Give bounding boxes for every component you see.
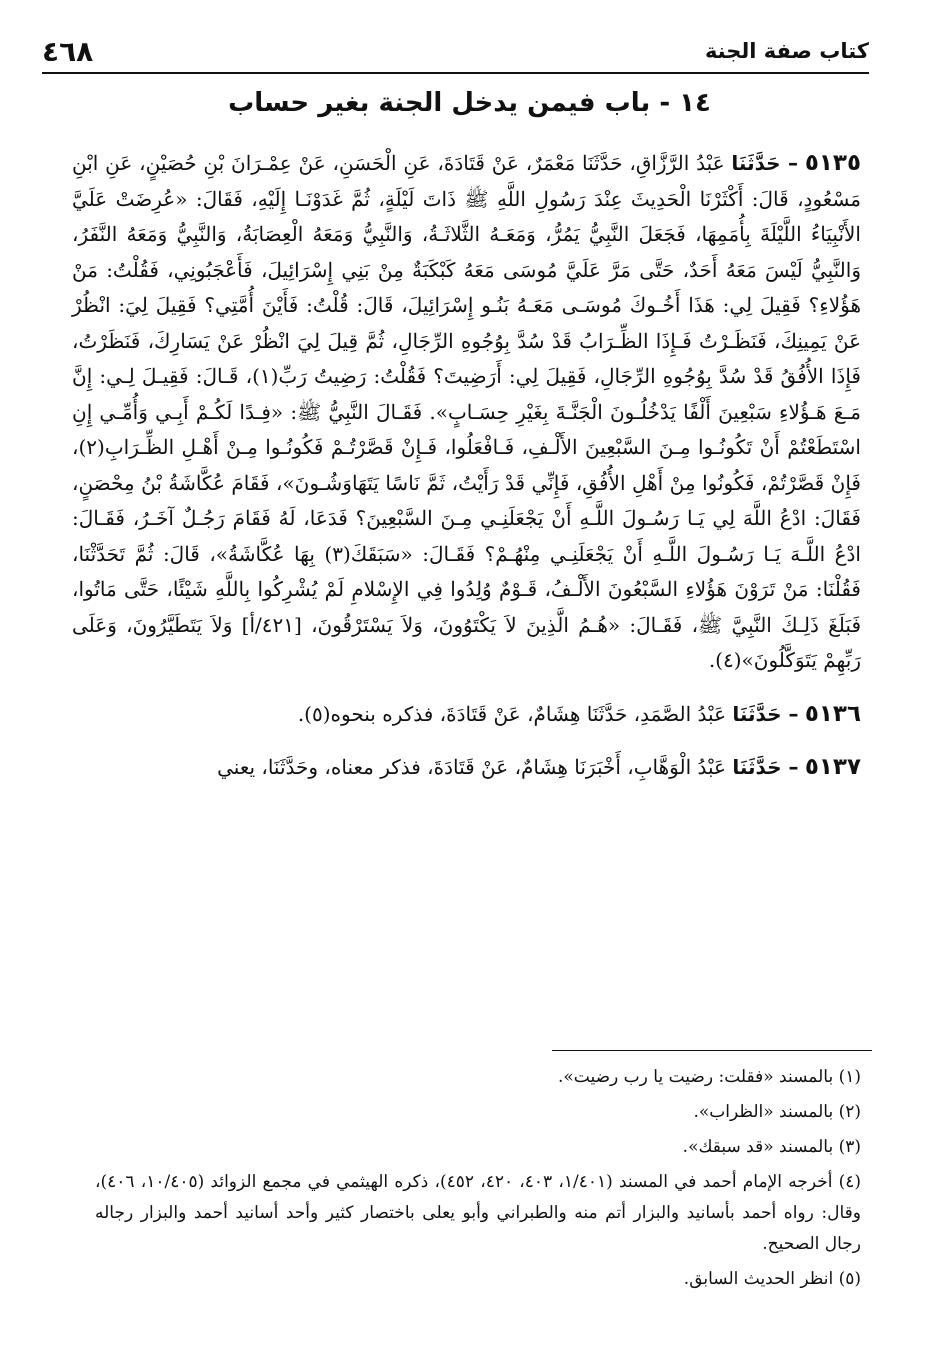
hadith-text: عَبْدُ الرَّزَّاقِ، حَدَّثَنَا مَعْمَرٌ، عَنْ قَتَادَةَ، عَنِ الْحَسَنِ، عَنْ عِمْـرَانَ بْنِ حُصَيْنٍ، عَنِ ابْنِ مَسْعُودٍ، قَالَ: أَكْثَرْنَا الْحَدِيثَ عِنْدَ رَسُولِ اللَّهِ ﷺ ذَاتَ لَيْلَةٍ، ثُمَّ غَدَوْنَـا إِلَيْهِ، فَقَالَ: «عُرِضَتْ عَلَيَّ الأَنْبِيَاءُ اللَّيْلَةَ بِأُمَمِهَا، فَجَعَلَ النَّبِيُّ يَمُرُّ، وَمَعَـهُ الثَّلاثَـةُ، وَالنَّبِيُّ وَمَعَهُ الْعِصَابَةُ، وَالنَّبِيُّ وَمَعَهُ النَّفَرُ، وَالنَّبِيُّ لَيْسَ مَعَهُ أَحَدٌ، حَتَّى مَرَّ عَلَيَّ مُوسَى مَعَهُ كَبْكَبَةٌ مِنْ بَنِي إِسْرَائِيلَ، فَأَعْجَبُونِي، فَقُلْتُ: مَنْ هَؤُلاءِ؟ فَقِيلَ لِي: هَذَا أَخُـوكَ مُوسَـى مَعَـهُ بَنُـو إِسْرَائِيلَ، قَالَ: قُلْتُ: فَأَيْنَ أُمَّتِي؟ فَقِيلَ لِيَ: انْظُرْ عَنْ يَمِينِكَ، فَنَظَـرْتُ فَـإِذَا الظِّـرَابُ قَدْ سُدَّ بِوُجُوهِ الرِّجَالِ، ثُمَّ قِيلَ لِيَ انْظُرْ عَنْ يَسَارِكَ، فَنَظَرْتُ، فَإِذَا الأُفُقُ قَدْ سُدَّ بِوُجُوهِ الرِّجَالِ، فَقِيلَ لِي: أَرَضِيتَ؟ فَقُلْتُ: رَضِيتُ رَبِّ(١)، قَـالَ: فَقِيـلَ لِـي: إِنَّ مَـعَ هَـؤُلاءِ سَبْعِينَ أَلْفًا يَدْخُلُـونَ الْجَنَّـةَ بِغَيْرِ حِسَـابٍ». فَقَـالَ النَّبِيُّ ﷺ: «فِـدًا لَكُـمْ أَبِـي وَأُمِّـي إِنِ اسْتَطَعْتُمْ أَنْ تَكُونُـوا مِـنَ السَّبْعِينَ الأَلْـفِ، فَـافْعَلُوا، فَـإِنْ قَصَّرْتُـمْ فَكُونُـوا مِـنْ أَهْـلِ الظِّـرَابِ(٢)، فَإِنْ قَصَّرْتُمْ، فَكُونُوا مِنْ أَهْلِ الأُفُقِ، فَإِنِّي قَدْ رَأَيْتُ، ثَمَّ نَاسًا يَتَهَاوَشُـونَ»، فَقَامَ عُكَّاشَةُ بْنُ مِحْصَنٍ، فَقَالَ: ادْعُ اللَّهَ لِي يَـا رَسُـولَ اللَّـهِ أَنْ يَجْعَلَنِـي مِـنَ السَّبْعِينَ؟ فَدَعَا، لَهُ فَقَامَ رَجُـلٌ آخَـرُ، فَقَـالَ: ادْعُ اللَّـهَ يَـا رَسُـولَ اللَّـهِ أَنْ يَجْعَلَنِـي مِنْهُـمْ؟ فَقَـالَ: «سَبَقَكَ(٣) بِهَا عُكَّاشَةُ»، قَالَ: ثُمَّ تَحَدَّثْنَا، فَقُلْنَا: مَنْ تَرَوْنَ هَؤُلاءِ السَّبْعُونَ الأَلْـفُ، قَـوْمٌ وُلِدُوا فِي الإِسْلامِ لَمْ يُشْرِكُوا بِاللَّهِ شَيْئًا، حَتَّى مَاتُوا، فَبَلَغَ ذَلِـكَ النَّبِيَّ ﷺ، فَقَـالَ: «هُـمُ الَّذِينَ لاَ يَكْتَوُونَ، وَلاَ يَسْتَرْقُونَ، [٤٢١/أ] وَلاَ يَتَطَيَّرُونَ، وَعَلَى رَبِّهِمْ يَتَوَكَّلُونَ»(٤). [72,151,862,672]
footnote-2: (٢) بالمسند «الظراب». [693,1102,861,1122]
footnote-5: (٥) انظر الحديث السابق. [683,1269,861,1289]
hadith-5135: ٥١٣٥ – حَدَّثَنَا عَبْدُ الرَّزَّاقِ، حَدَّثَنَا مَعْمَرٌ، عَنْ قَتَادَةَ، عَنِ الْحَسَنِ، عَنْ عِمْـرَانَ بْنِ حُصَيْنٍ، عَنِ ابْنِ مَسْعُودٍ، قَالَ: أَكْثَرْنَا الْحَدِيثَ عِنْدَ رَسُولِ اللَّهِ ﷺ ذَاتَ لَيْلَةٍ، ثُمَّ غَدَوْنَـا إِلَيْهِ، فَقَالَ: «عُرِضَتْ عَلَيَّ الأَنْبِيَاءُ اللَّيْلَةَ بِأُمَمِهَا، فَجَعَلَ النَّبِيُّ يَمُرُّ، وَمَعَـهُ الثَّلاثَـةُ، وَالنَّبِيُّ وَمَعَهُ الْعِصَابَةُ، وَالنَّبِيُّ وَمَعَهُ النَّفَرُ، وَالنَّبِيُّ لَيْسَ مَعَهُ أَحَدٌ، حَتَّى مَرَّ عَلَيَّ مُوسَى مَعَهُ كَبْكَبَةٌ مِنْ بَنِي إِسْرَائِيلَ، فَأَعْجَبُونِي، فَقُلْتُ: مَنْ هَؤُلاءِ؟ فَقِيلَ لِي: هَذَا أَخُـوكَ مُوسَـى مَعَـهُ بَنُـو إِسْرَائِيلَ، قَالَ: قُلْتُ: فَأَيْنَ أُمَّتِي؟ فَقِيلَ لِيَ: انْظُرْ عَنْ يَمِينِكَ، فَنَظَـرْتُ فَـإِذَا الظِّـرَابُ قَدْ سُدَّ بِوُجُوهِ الرِّجَالِ، ثُمَّ قِيلَ لِيَ انْظُرْ عَنْ يَسَارِكَ، فَنَظَرْتُ، فَإِذَا الأُفُقُ قَدْ سُدَّ بِوُجُوهِ الرِّجَالِ، فَقِيلَ لِي: أَرَضِيتَ؟ فَقُلْتُ: رَضِيتُ رَبِّ(١)، قَـالَ: فَقِيـلَ لِـي: إِنَّ مَـعَ هَـؤُلاءِ سَبْعِينَ أَلْفًا يَدْخُلُـونَ الْجَنَّـةَ بِغَيْرِ حِسَـابٍ». فَقَـالَ النَّبِيُّ ﷺ: «فِـدًا لَكُـمْ أَبِـي وَأُمِّـي إِنِ اسْتَطَعْتُمْ أَنْ تَكُونُـوا مِـنَ السَّبْعِينَ الأَلْـفِ، فَـافْعَلُوا، فَـإِنْ قَصَّرْتُـمْ فَكُونُـوا مِـنْ أَهْـلِ الظِّـرَابِ(٢)، فَإِنْ قَصَّرْتُمْ، فَكُونُوا مِنْ أَهْلِ الأُفُقِ، فَإِنِّي قَدْ رَأَيْتُ، ثَمَّ نَاسًا يَتَهَاوَشُـونَ»، فَقَامَ عُكَّاشَةُ بْنُ مِحْصَنٍ، فَقَالَ: ادْعُ اللَّهَ لِي يَـا رَسُـولَ اللَّـهِ أَنْ يَجْعَلَنِـي مِـنَ السَّبْعِينَ؟ فَدَعَا، لَهُ فَقَامَ رَجُـلٌ آخَـرُ، فَقَـالَ: ادْعُ اللَّـهَ يَـا رَسُـولَ اللَّـهِ أَنْ يَجْعَلَنِـي مِنْهُـمْ؟ فَقَـالَ: «سَبَقَكَ(٣) بِهَا عُكَّاشَةُ»، قَالَ: ثُمَّ تَحَدَّثْنَا، فَقُلْنَا: مَنْ تَرَوْنَ هَؤُلاءِ السَّبْعُونَ الأَلْـفُ، قَـوْمٌ وُلِدُوا فِي الإِسْلامِ لَمْ يُشْرِكُوا بِاللَّهِ شَيْئًا، حَتَّى مَاتُوا، فَبَلَغَ ذَلِـكَ النَّبِيَّ ﷺ، فَقَـالَ: «هُـمُ الَّذِينَ لاَ يَكْتَوُونَ، وَلاَ يَسْتَرْقُونَ، [٤٢١/أ] وَلاَ يَتَطَيَّرُونَ، وَعَلَى رَبِّهِمْ يَتَوَكَّلُونَ»(٤). [72,150,862,672]
hadith-opening: حَدَّثَنَا [732,755,782,779]
hadith-5137: ٥١٣٧ – حَدَّثَنَا عَبْدُ الْوَهَّابِ، أَخْبَرَنَا هِشَامٌ، عَنْ قَتَادَةَ، فذكر معناه، وحَدَّثَنَا، يعني [217,754,861,780]
hadith-number: ٥١٣٦ [804,700,861,727]
hadith-body [72,146,861,804]
footnotes [95,1062,861,1299]
footnote-3: (٣) بالمسند «قد سبقك». [682,1137,861,1157]
hadith-opening: حَدَّثَنَا [732,701,782,726]
page-header [42,30,869,74]
hadith-text: عَبْدُ الْوَهَّابِ، أَخْبَرَنَا هِشَامٌ، عَنْ قَتَادَةَ، فذكر معناه، وحَدَّثَنَا، يعني [217,755,726,779]
hadith-number: ٥١٣٧ [804,754,861,780]
footnote-separator [552,1050,872,1051]
hadith-5136: ٥١٣٦ – حَدَّثَنَا عَبْدُ الصَّمَدِ، حَدَّثَنَا هِشَامٌ، عَنْ قَتَادَةَ، فذكره بنحوه(٥). [297,700,861,727]
chapter-title: ١٤ - باب فيمن يدخل الجنة بغير حساب [228,88,711,118]
footnote-1: (١) بالمسند «فقلت: رضيت يا رب رضيت». [557,1067,861,1087]
hadith-number: ٥١٣٥ [804,150,862,176]
page-number: ٤٦٨ [42,34,94,68]
hadith-text: عَبْدُ الصَّمَدِ، حَدَّثَنَا هِشَامٌ، عَنْ قَتَادَةَ، فذكره بنحوه(٥). [297,701,726,726]
book-title: كتاب صفة الجنة [704,39,869,63]
footnote-4: (٤) أخرجه الإمام أحمد في المسند (١/٤٠١، ٤٠٣، ٤٢٠، ٤٥٢)، ذكره الهيثمي في مجمع الزوائد (١٠/٤٠٥، ٤٠٦)، وقال: رواه أحمد بأسانيد والبزار أتم منه والطبراني وأبو يعلى باختصار كثير وأحد أسانيد أحمد والبزار رجاله رجال الصحيح. [95,1172,862,1254]
hadith-opening: حَدَّثَنَا [731,151,781,175]
